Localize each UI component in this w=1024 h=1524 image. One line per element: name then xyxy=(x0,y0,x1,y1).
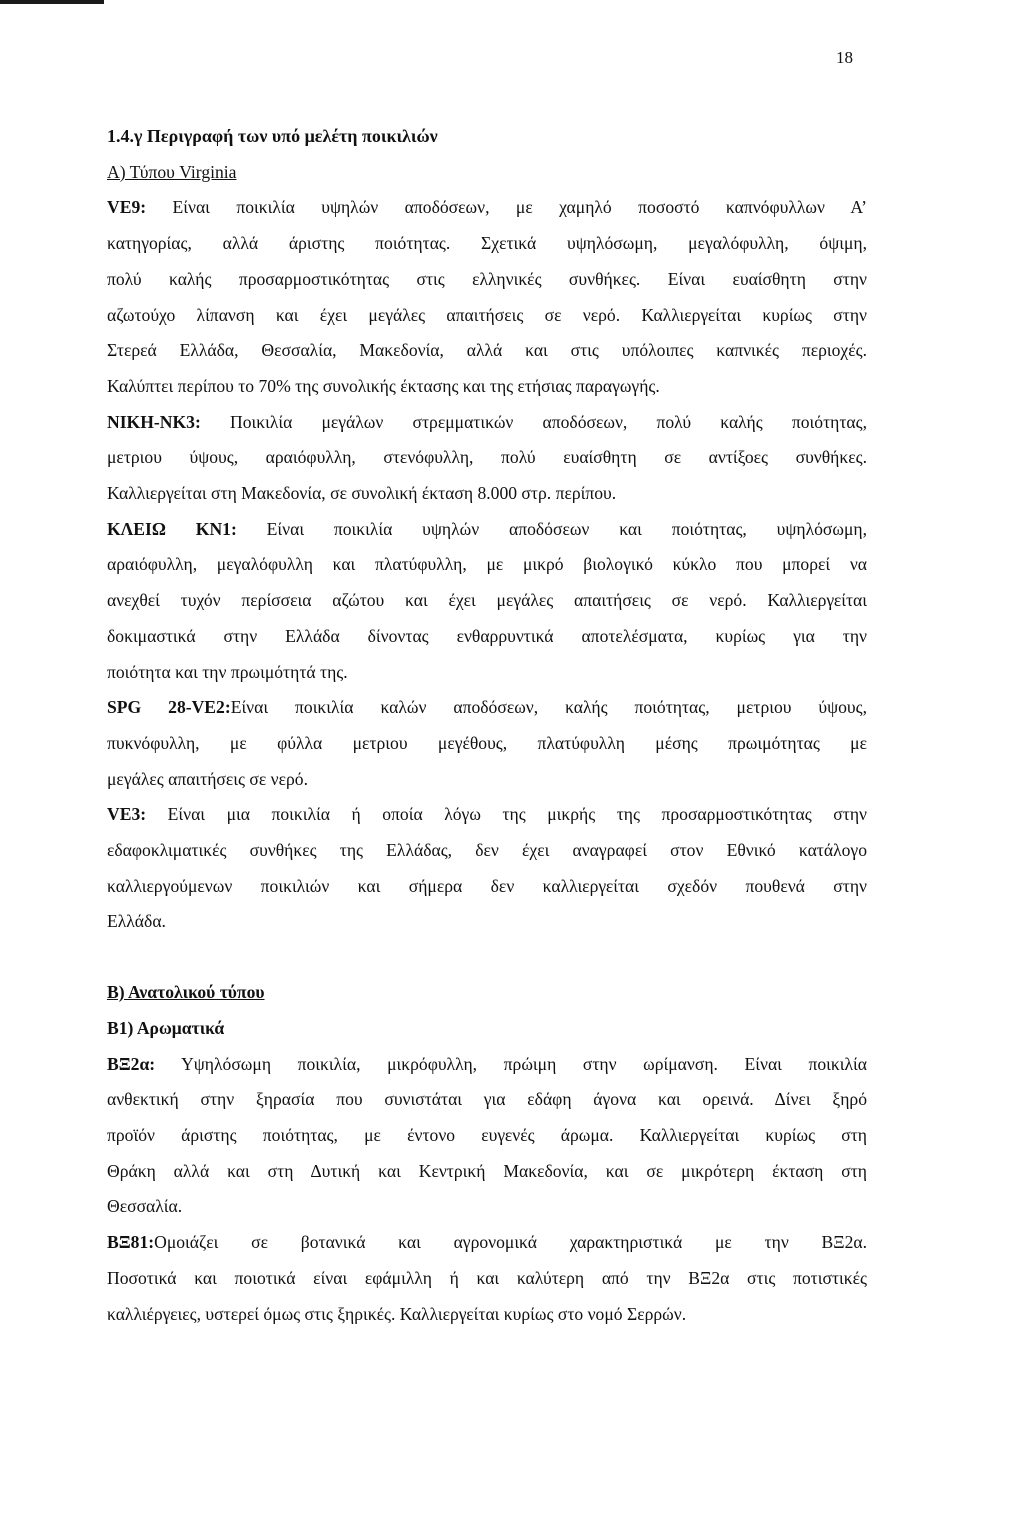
variety-name: SPG 28-VE2: xyxy=(107,697,231,718)
paragraph-line: Ελλάδα. xyxy=(107,911,166,932)
paragraph-line: ΝΙΚΗ-ΝΚ3: Ποικιλία μεγάλων στρεμματικών αποδόσεων, πολύ καλής ποιότητας, xyxy=(107,411,867,432)
paragraph-line: προϊόν άριστης ποιότητας, με έντονο ευγενές άρωμα. Καλλιεργείται κυρίως στη xyxy=(107,1124,867,1145)
variety-name: ΚΛΕΙΩ ΚΝ1: xyxy=(107,518,237,539)
document-body xyxy=(107,119,867,1332)
paragraph-line: καλλιεργούμενων ποικιλιών και σήμερα δεν καλλιεργείται σχεδόν πουθενά στην xyxy=(107,875,867,896)
section-spacer xyxy=(107,940,867,975)
paragraph-line: καλλιέργειες, υστερεί όμως στις ξηρικές. Καλλιεργείται κυρίως στο νομό Σερρών. xyxy=(107,1303,687,1324)
paragraph-line: μεγάλες απαιτήσεις σε νερό. xyxy=(107,768,308,789)
paragraph-line: αζωτούχο λίπανση και έχει μεγάλες απαιτήσεις σε νερό. Καλλιεργείται κυρίως στην xyxy=(107,304,867,325)
variety-name: ΝΙΚΗ-ΝΚ3: xyxy=(107,411,201,432)
variety-ve3-paragraph xyxy=(107,797,867,940)
paragraph-line: ανθεκτική στην ξηρασία που συνιστάται για εδάφη άγονα και ορεινά. Δίνει ξηρό xyxy=(107,1089,867,1110)
paragraph-line: ΚΛΕΙΩ ΚΝ1: Είναι ποικιλία υψηλών αποδόσεων και ποιότητας, υψηλόσωμη, xyxy=(107,518,867,539)
subsection-b1-heading: Β1) Αρωματικά xyxy=(107,1017,225,1038)
variety-kn1-paragraph xyxy=(107,512,867,691)
section-title: 1.4.γ Περιγραφή των υπό μελέτη ποικιλιών xyxy=(107,126,438,146)
subsection-b-heading: Β) Ανατολικού τύπου xyxy=(107,982,265,1003)
paragraph-line: δοκιμαστικά στην Ελλάδα δίνοντας ενθαρρυντικά αποτελέσματα, κυρίως για την xyxy=(107,625,867,646)
page-number: 18 xyxy=(836,48,853,67)
paragraph-line: Θεσσαλία. xyxy=(107,1196,183,1217)
paragraph-line: Καλύπτει περίπου το 70% της συνολικής έκτασης και της ετήσιας παραγωγής. xyxy=(107,375,660,396)
variety-bx81-paragraph xyxy=(107,1225,867,1332)
paragraph-line: Καλλιεργείται στη Μακεδονία, σε συνολική έκταση 8.000 στρ. περίπου. xyxy=(107,483,617,504)
paragraph-line: ποιότητα και την πρωιμότητά της. xyxy=(107,661,348,682)
paragraph-line: ΒΞ2α: Υψηλόσωμη ποικιλία, μικρόφυλλη, πρώιμη στην ωρίμανση. Είναι ποικιλία xyxy=(107,1053,867,1074)
paragraph-line: αραιόφυλλη, μεγαλόφυλλη και πλατύφυλλη, με μικρό βιολογικό κύκλο που μπορεί να xyxy=(107,554,867,575)
variety-spg28-paragraph xyxy=(107,690,867,797)
paragraph-line: πυκνόφυλλη, με φύλλα μετριου μεγέθους, πλατύφυλλη μέσης πρωιμότητας με xyxy=(107,732,867,753)
subsection-a-heading: Α) Τύπου Virginia xyxy=(107,161,237,182)
paragraph-line: VE9: Είναι ποικιλία υψηλών αποδόσεων, με χαμηλό ποσοστό καπνόφυλλων Α’ xyxy=(107,197,867,218)
variety-name: ΒΞ81: xyxy=(107,1232,155,1253)
variety-bx2a-paragraph xyxy=(107,1047,867,1226)
paragraph-line: Στερεά Ελλάδα, Θεσσαλία, Μακεδονία, αλλά και στις υπόλοιπες καπνικές περιοχές. xyxy=(107,340,867,361)
paragraph-line: Ποσοτικά και ποιοτικά είναι εφάμιλλη ή και καλύτερη από την ΒΞ2α στις ποτιστικές xyxy=(107,1267,867,1288)
paragraph-line: ΒΞ81:Ομοιάζει σε βοτανικά και αγρονομικά χαρακτηριστικά με την ΒΞ2α. xyxy=(107,1232,867,1253)
variety-name: VE3: xyxy=(107,804,147,825)
paragraph-line: ανεχθεί τυχόν περίσσεια αζώτου και έχει μεγάλες απαιτήσεις σε νερό. Καλλιεργείται xyxy=(107,590,867,611)
paragraph-line: κατηγορίας, αλλά άριστης ποιότητας. Σχετικά υψηλόσωμη, μεγαλόφυλλη, όψιμη, xyxy=(107,233,867,254)
paragraph-line: πολύ καλής προσαρμοστικότητας στις ελληνικές συνθήκες. Είναι ευαίσθητη στην xyxy=(107,268,867,289)
scan-edge-mark xyxy=(0,0,104,4)
paragraph-line: Θράκη αλλά και στη Δυτική και Κεντρική Μακεδονία, και σε μικρότερη έκταση στη xyxy=(107,1160,867,1181)
paragraph-line: SPG 28-VE2:Είναι ποικιλία καλών αποδόσεων, καλής ποιότητας, μετριου ύψους, xyxy=(107,697,867,718)
paragraph-line: εδαφοκλιματικές συνθήκες της Ελλάδας, δεν έχει αναγραφεί στον Εθνικό κατάλογο xyxy=(107,840,867,861)
variety-nk3-paragraph xyxy=(107,405,867,512)
variety-name: VE9: xyxy=(107,197,147,218)
paragraph-line: VE3: Είναι μια ποικιλία ή οποία λόγω της μικρής της προσαρμοστικότητας στην xyxy=(107,804,867,825)
variety-name: ΒΞ2α: xyxy=(107,1053,156,1074)
paragraph-line: μετριου ύψους, αραιόφυλλη, στενόφυλλη, πολύ ευαίσθητη σε αντίξοες συνθήκες. xyxy=(107,447,867,468)
variety-ve9-paragraph xyxy=(107,190,867,404)
